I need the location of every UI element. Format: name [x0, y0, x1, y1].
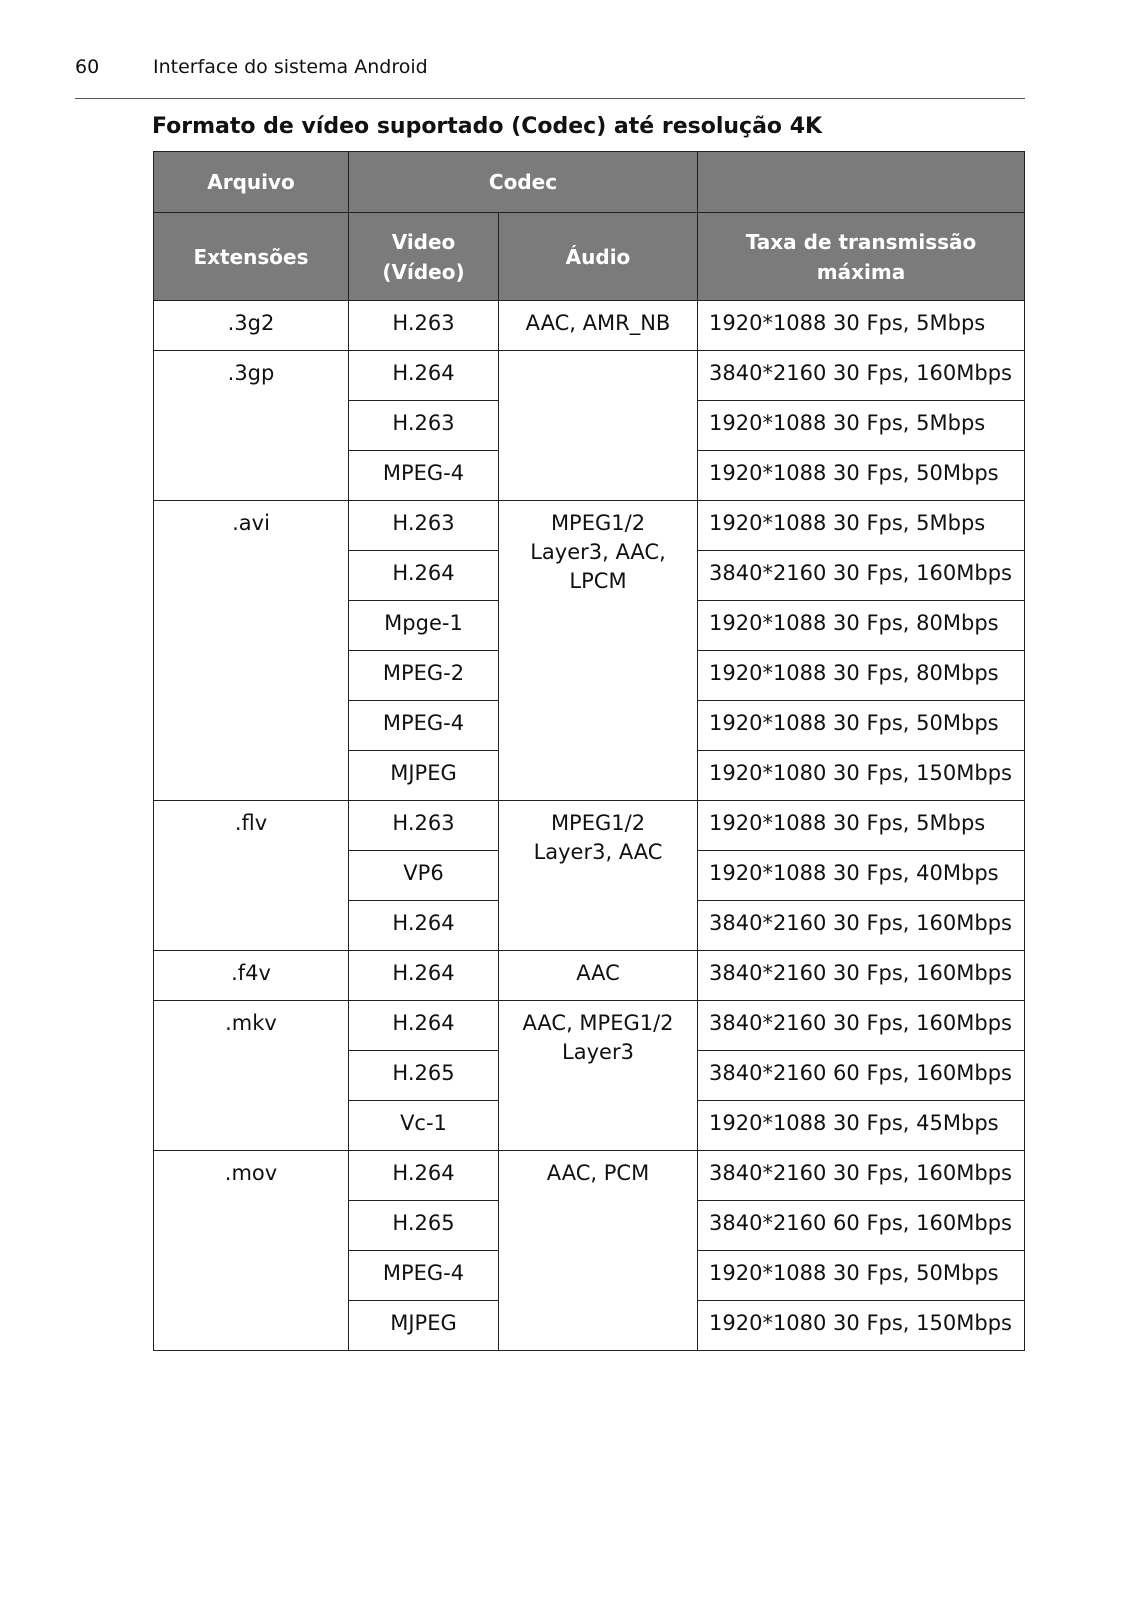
max-bitrate-cell: 3840*2160 30 Fps, 160Mbps: [698, 1001, 1025, 1051]
video-codec-cell: MJPEG: [349, 751, 499, 801]
header-video-sub: (Vídeo): [382, 259, 465, 284]
table-row: [154, 351, 1025, 401]
extension-cell: .flv: [154, 801, 349, 951]
audio-codec-line: LPCM: [569, 569, 627, 593]
video-codec-cell: Vc-1: [349, 1101, 499, 1151]
table-row: [154, 951, 1025, 1001]
video-codec-cell: H.264: [349, 1001, 499, 1051]
max-bitrate-cell: 1920*1088 30 Fps, 5Mbps: [698, 301, 1025, 351]
video-codec-cell: H.264: [349, 351, 499, 401]
video-codec-cell: MPEG-4: [349, 451, 499, 501]
audio-codec-line: MPEG1/2: [550, 811, 646, 835]
max-bitrate-cell: 3840*2160 30 Fps, 160Mbps: [698, 901, 1025, 951]
video-format-table: [153, 151, 1025, 1351]
audio-codec-cell: [499, 351, 698, 501]
page-number: 60: [75, 56, 100, 78]
header-audio: Áudio: [499, 213, 698, 301]
extension-cell: .f4v: [154, 951, 349, 1001]
video-codec-cell: MPEG-4: [349, 701, 499, 751]
header-video-label: Video: [391, 229, 456, 254]
video-codec-cell: Mpge-1: [349, 601, 499, 651]
audio-codec-line: AAC, PCM: [546, 1161, 650, 1185]
max-bitrate-cell: 1920*1088 30 Fps, 80Mbps: [698, 601, 1025, 651]
video-codec-cell: H.263: [349, 801, 499, 851]
video-codec-cell: H.263: [349, 401, 499, 451]
audio-codec-cell: [499, 1001, 698, 1151]
max-bitrate-cell: 3840*2160 30 Fps, 160Mbps: [698, 551, 1025, 601]
max-bitrate-cell: 3840*2160 30 Fps, 160Mbps: [698, 351, 1025, 401]
audio-codec-line: Layer3: [562, 1040, 634, 1064]
video-codec-cell: H.264: [349, 901, 499, 951]
audio-codec-cell: [499, 951, 698, 1001]
audio-codec-line: AAC: [576, 961, 620, 985]
audio-codec-line: MPEG1/2: [550, 511, 646, 535]
audio-codec-line: Layer3, AAC,: [530, 540, 666, 564]
running-title: Interface do sistema Android: [153, 56, 428, 78]
max-bitrate-cell: 1920*1088 30 Fps, 40Mbps: [698, 851, 1025, 901]
extension-cell: .3gp: [154, 351, 349, 501]
max-bitrate-cell: 3840*2160 30 Fps, 160Mbps: [698, 1151, 1025, 1201]
table-row: [154, 301, 1025, 351]
max-bitrate-cell: 3840*2160 30 Fps, 160Mbps: [698, 951, 1025, 1001]
max-bitrate-cell: 1920*1088 30 Fps, 80Mbps: [698, 651, 1025, 701]
max-bitrate-cell: 1920*1088 30 Fps, 50Mbps: [698, 451, 1025, 501]
header-file: Arquivo: [154, 152, 349, 213]
table-row: [154, 501, 1025, 551]
audio-codec-cell: [499, 801, 698, 951]
video-codec-cell: H.264: [349, 1151, 499, 1201]
audio-codec-line: AAC, AMR_NB: [525, 311, 671, 335]
max-bitrate-cell: 1920*1088 30 Fps, 50Mbps: [698, 701, 1025, 751]
extension-cell: .3g2: [154, 301, 349, 351]
audio-codec-cell: [499, 301, 698, 351]
audio-codec-line: Layer3, AAC: [533, 840, 663, 864]
header-codec: Codec: [349, 152, 698, 213]
video-codec-cell: H.265: [349, 1051, 499, 1101]
max-bitrate-cell: 1920*1088 30 Fps, 45Mbps: [698, 1101, 1025, 1151]
table-subheader-row: [154, 213, 1025, 301]
extension-cell: .avi: [154, 501, 349, 801]
extension-cell: .mkv: [154, 1001, 349, 1151]
max-bitrate-cell: 3840*2160 60 Fps, 160Mbps: [698, 1201, 1025, 1251]
table-row: [154, 1151, 1025, 1201]
video-codec-cell: H.265: [349, 1201, 499, 1251]
audio-codec-cell: [499, 501, 698, 801]
header-bitrate: [698, 213, 1025, 301]
max-bitrate-cell: 3840*2160 60 Fps, 160Mbps: [698, 1051, 1025, 1101]
table-body: [154, 301, 1025, 1351]
video-codec-cell: H.263: [349, 501, 499, 551]
header-video: [349, 213, 499, 301]
max-bitrate-cell: 1920*1088 30 Fps, 50Mbps: [698, 1251, 1025, 1301]
page-header: [75, 56, 1025, 99]
video-codec-cell: VP6: [349, 851, 499, 901]
max-bitrate-cell: 1920*1088 30 Fps, 5Mbps: [698, 501, 1025, 551]
table-header-row: [154, 152, 1025, 213]
video-codec-cell: H.263: [349, 301, 499, 351]
audio-codec-line: AAC, MPEG1/2: [522, 1011, 674, 1035]
video-codec-cell: MPEG-2: [349, 651, 499, 701]
header-extensions: Extensões: [154, 213, 349, 301]
header-bitrate-line1: Taxa de transmissão: [745, 229, 977, 254]
max-bitrate-cell: 1920*1088 30 Fps, 5Mbps: [698, 401, 1025, 451]
table-row: [154, 1001, 1025, 1051]
header-bitrate-line2: máxima: [816, 259, 906, 284]
table-row: [154, 801, 1025, 851]
video-codec-cell: H.264: [349, 551, 499, 601]
max-bitrate-cell: 1920*1088 30 Fps, 5Mbps: [698, 801, 1025, 851]
header-empty: [698, 152, 1025, 213]
video-codec-cell: MPEG-4: [349, 1251, 499, 1301]
max-bitrate-cell: 1920*1080 30 Fps, 150Mbps: [698, 1301, 1025, 1351]
extension-cell: .mov: [154, 1151, 349, 1351]
audio-codec-cell: [499, 1151, 698, 1351]
section-title: Formato de vídeo suportado (Codec) até resolução 4K: [152, 114, 823, 139]
max-bitrate-cell: 1920*1080 30 Fps, 150Mbps: [698, 751, 1025, 801]
video-codec-cell: H.264: [349, 951, 499, 1001]
video-codec-cell: MJPEG: [349, 1301, 499, 1351]
